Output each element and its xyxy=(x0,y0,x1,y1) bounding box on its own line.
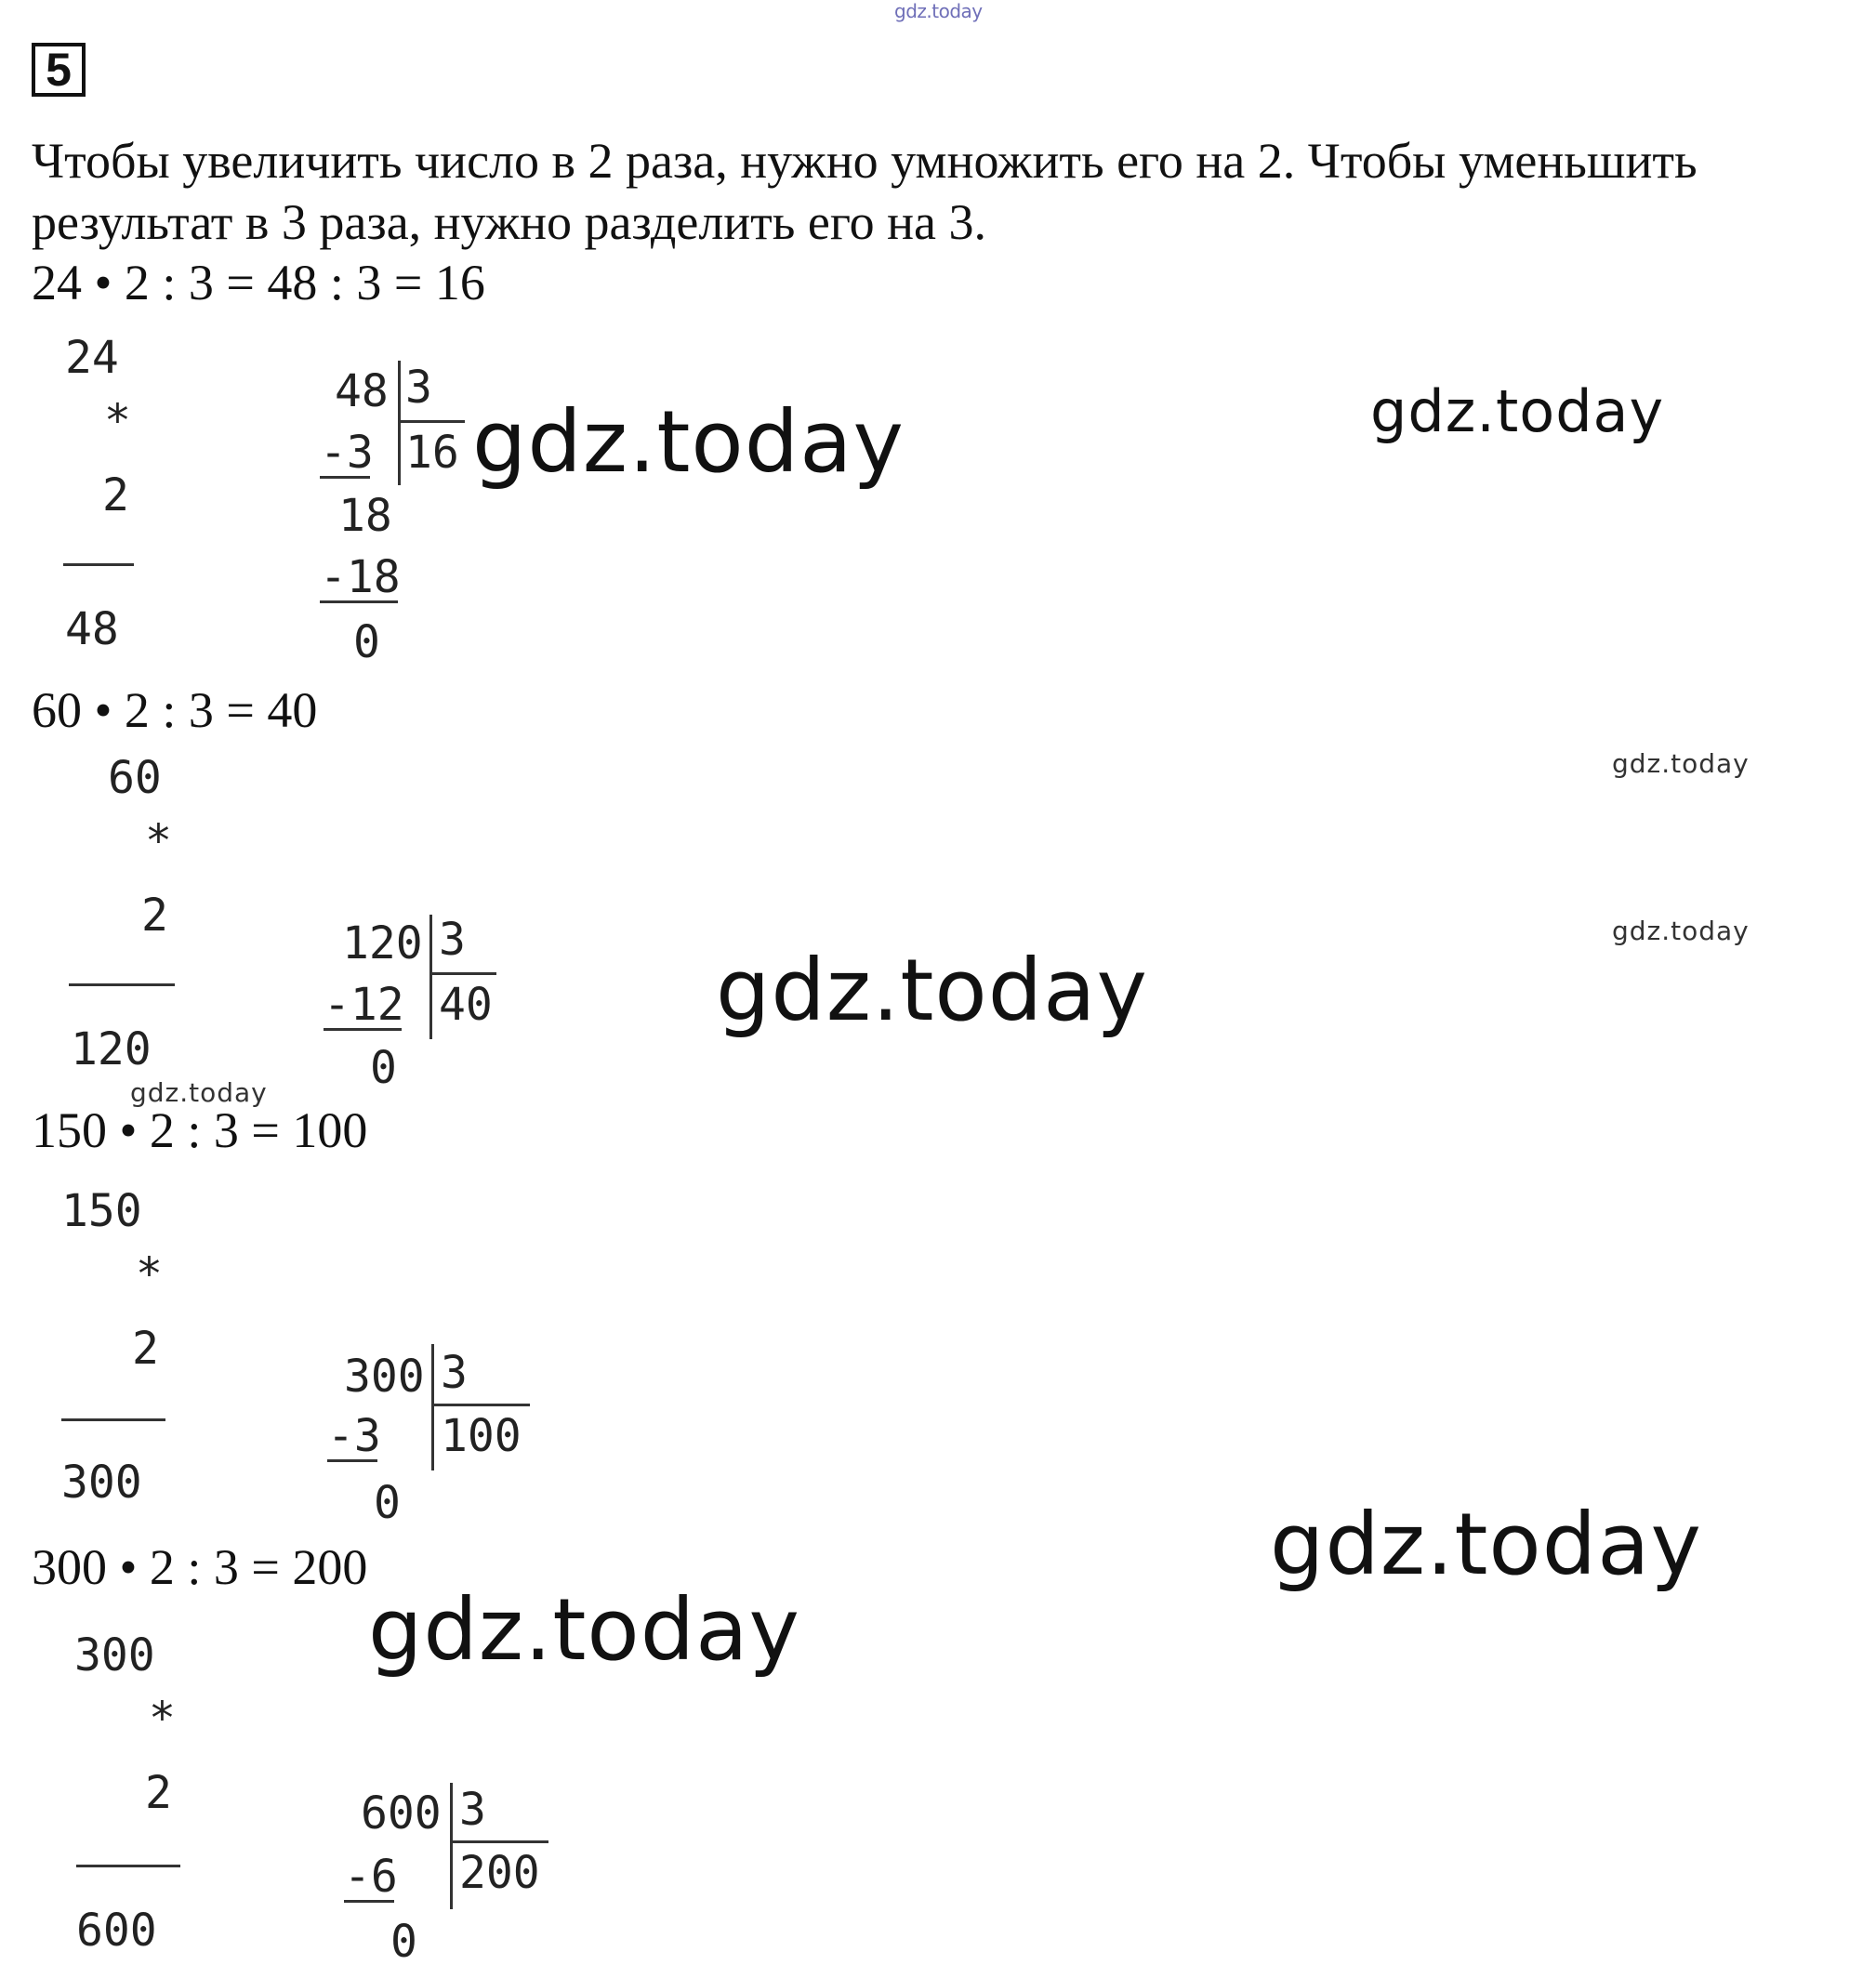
watermark: gdz.today xyxy=(1270,1495,1702,1594)
division-remainder: 0 xyxy=(374,1477,401,1529)
mult-operand-a: 24 xyxy=(65,332,119,384)
mult-operand-b: 2 xyxy=(132,1323,159,1375)
division-step: 18 xyxy=(338,490,392,542)
division-step: -3 xyxy=(327,1410,381,1462)
explanation-line-1: Чтобы увеличить число в 2 раза, нужно умножить его на 2. Чтобы уменьшить xyxy=(32,133,1698,189)
divisor: 3 xyxy=(405,362,432,414)
equation-4: 300 • 2 : 3 = 200 xyxy=(32,1539,368,1595)
explanation-line-2: результат в 3 раза, нужно разделить его на 3. xyxy=(32,194,987,250)
mult-operand-a: 150 xyxy=(61,1185,142,1237)
watermark: gdz.today xyxy=(716,941,1148,1040)
watermark: gdz.today xyxy=(472,392,905,492)
mult-rule xyxy=(63,563,134,566)
equation-2: 60 • 2 : 3 = 40 xyxy=(32,682,318,738)
divisor: 3 xyxy=(439,914,466,966)
top-watermark: gdz.today xyxy=(894,0,983,22)
mult-operand-b: 2 xyxy=(141,890,168,942)
divisor: 3 xyxy=(459,1784,486,1836)
watermark: gdz.today xyxy=(130,1077,268,1108)
mult-result: 48 xyxy=(65,603,119,655)
division-bar-horizontal xyxy=(431,1404,530,1406)
division-bar-vertical xyxy=(429,915,432,1039)
equation-3: 150 • 2 : 3 = 100 xyxy=(32,1102,368,1158)
dividend: 600 xyxy=(361,1787,442,1840)
division-step: -12 xyxy=(324,979,404,1031)
mult-rule xyxy=(69,983,175,986)
division-bar-vertical xyxy=(450,1783,453,1909)
problem-number: 5 xyxy=(32,43,86,97)
division-step: -6 xyxy=(344,1851,398,1903)
equation-1: 24 • 2 : 3 = 48 : 3 = 16 xyxy=(32,255,485,310)
division-bar-vertical xyxy=(431,1344,434,1470)
watermark: gdz.today xyxy=(368,1580,800,1680)
mult-operator: * xyxy=(149,1693,176,1745)
mult-operator: * xyxy=(136,1248,163,1300)
quotient: 200 xyxy=(459,1847,540,1899)
quotient: 40 xyxy=(439,979,493,1031)
mult-result: 600 xyxy=(76,1905,157,1957)
division-step: -18 xyxy=(320,551,401,603)
quotient: 100 xyxy=(441,1410,522,1462)
dividend: 48 xyxy=(335,365,389,417)
mult-result: 300 xyxy=(61,1457,142,1509)
watermark: gdz.today xyxy=(1612,748,1750,779)
watermark: gdz.today xyxy=(1612,916,1750,946)
division-remainder: 0 xyxy=(370,1042,397,1094)
mult-operand-b: 2 xyxy=(145,1767,172,1819)
mult-rule xyxy=(61,1418,165,1421)
mult-operator: * xyxy=(145,815,172,867)
quotient: 16 xyxy=(405,427,459,479)
mult-rule xyxy=(76,1865,180,1867)
mult-operand-a: 300 xyxy=(74,1629,155,1681)
division-remainder: 0 xyxy=(353,616,380,668)
mult-operand-a: 60 xyxy=(108,752,162,804)
division-step: -3 xyxy=(320,427,374,479)
division-bar-horizontal xyxy=(450,1840,548,1843)
mult-operand-b: 2 xyxy=(102,469,129,521)
watermark: gdz.today xyxy=(1370,377,1665,445)
division-bar-horizontal xyxy=(398,420,465,423)
dividend: 300 xyxy=(344,1351,425,1403)
division-bar-vertical xyxy=(398,361,401,485)
mult-operator: * xyxy=(104,395,131,447)
division-bar-horizontal xyxy=(429,972,496,975)
divisor: 3 xyxy=(441,1347,468,1399)
dividend: 120 xyxy=(342,917,423,969)
division-remainder: 0 xyxy=(390,1916,417,1968)
mult-result: 120 xyxy=(71,1023,152,1075)
